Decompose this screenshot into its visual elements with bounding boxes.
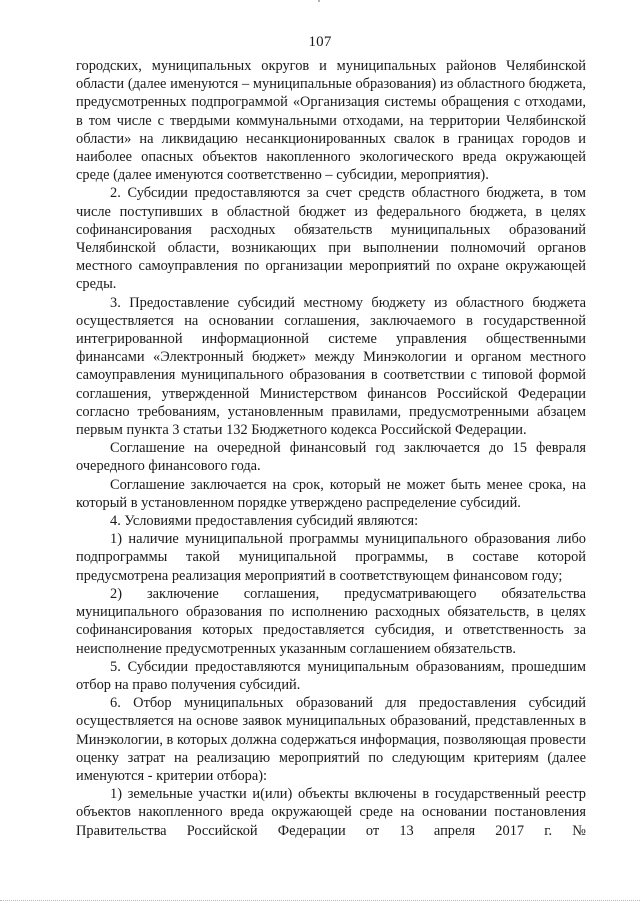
- paragraph-agreement-term: Соглашение заключается на срок, который не может быть менее срока, на который в установленном порядке утверждено распределение субсидий.: [76, 476, 586, 511]
- paragraph-2-funding-source: 2. Субсидии предоставляются за счет средств областного бюджета, в том числе поступивших в областной бюджет из федерального бюджета, в целях софинансирования расходных обязательств муниципальных образований Челябинской области, возникающих при выполнении полномочий органов местного самоуправления по организации мероприятий по охране окружающей среды.: [76, 185, 586, 293]
- scan-artifact: [318, 0, 320, 2]
- page-bottom-edge: [0, 900, 640, 901]
- criterion-item-1: 1) земельные участки и(или) объекты включены в государственный реестр объектов накопленного вреда окружающей среде на основании постановления Правительства Российской Федерации от 13 апреля 2017 г. №: [76, 786, 586, 839]
- paragraph-4-conditions: 4. Условиями предоставления субсидий являются:: [110, 513, 419, 530]
- paragraph-agreement-deadline: Соглашение на очередной финансовый год заключается до 15 февраля очередного финансового года.: [76, 440, 586, 475]
- condition-item-1: 1) наличие муниципальной программы муниципального образования либо подпрограммы такой муниципальной программы, в составе которой предусмотрена реализация мероприятий в соответствующем финансовом году;: [76, 531, 586, 584]
- paragraph-6-selection-criteria: 6. Отбор муниципальных образований для предоставления субсидий осуществляется на основе заявок муниципальных образований, представленных в Минэкологии, в которых должна содержаться информация, позволяющая провести оценку затрат на реализацию мероприятий по следующим критериям (далее именуются - критерии отбора):: [76, 695, 586, 784]
- paragraph-1-continuation: городских, муниципальных округов и муниципальных районов Челябинской области (далее именуются – муниципальные образования) из областного бюджета, предусмотренных подпрограммой «Организация системы обращения с отходами, в том числе с твердыми коммунальными отходами, на территории Челябинской области» на ликвидацию несанкционированных свалок в границах городов и наиболее опасных объектов накопленного экологического вреда окружающей среде (далее именуются соответственно – субсидии, мероприятия).: [76, 58, 586, 184]
- paragraph-5-selection: 5. Субсидии предоставляются муниципальным образованиям, прошедшим отбор на право получения субсидий.: [76, 658, 586, 693]
- condition-item-2: 2) заключение соглашения, предусматривающего обязательства муниципального образования по исполнению расходных обязательств, в целях софинансирования которых предоставляется субсидия, и ответственность за неисполнение предусмотренных указанным соглашением обязательств.: [76, 585, 586, 657]
- paragraph-3-agreement: 3. Предоставление субсидий местному бюджету из областного бюджета осуществляется на основании соглашения, заключаемого в государственной интегрированной информационной системе управления общественными финансами «Электронный бюджет» между Минэкологии и органом местного самоуправления муниципального образования в соответствии с типовой формой соглашения, утвержденной Министерством финансов Российской Федерации согласно требованиям, установленным правилами, предусмотренными абзацем первым пункта 3 статьи 132 Бюджетного кодекса Российской Федерации.: [76, 294, 586, 439]
- document-body: [76, 57, 586, 840]
- page-number: 107: [308, 34, 332, 50]
